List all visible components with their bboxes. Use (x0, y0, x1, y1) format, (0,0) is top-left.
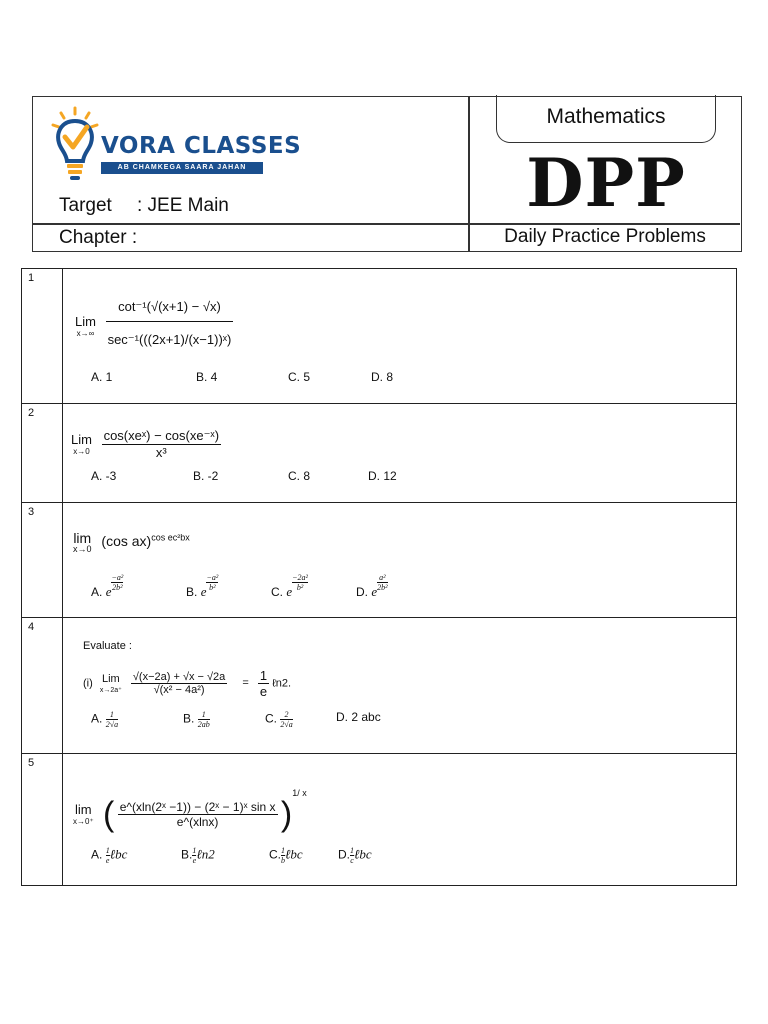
dpp-header (32, 96, 742, 252)
question-number: 3 (28, 506, 35, 518)
target-value: : JEE Main (137, 195, 229, 216)
denominator: x³ (155, 445, 167, 460)
limit-operator: Lim x→0 (71, 431, 92, 456)
limit-operator: lim x→0⁺ (73, 802, 94, 827)
answer-options (91, 469, 731, 485)
exponent: cos ec²bx (151, 532, 190, 543)
option-a[interactable]: A. e $\frac{\text{−a²}}{\text{2b²}}$ (91, 573, 124, 599)
subject-tab: Mathematics (496, 95, 716, 143)
limit-fraction (102, 428, 221, 460)
option-b[interactable]: B. e $\frac{\text{−a²}}{\text{b²}}$ (186, 573, 219, 599)
question-row-3 (22, 503, 736, 618)
limit-operator: lim x→0 (73, 530, 92, 554)
question-row-4 (22, 618, 736, 754)
outer-exponent: 1/ x (292, 788, 307, 798)
chapter-label: Chapter : (59, 227, 138, 248)
result-suffix: ℓn2. (272, 677, 292, 690)
brand-name: VORA CLASSES (101, 133, 302, 159)
denominator: e^(xlnx) (176, 815, 219, 830)
part-label: (i) (83, 677, 93, 690)
option-d[interactable]: D. $\frac{1}{c}$ ℓbc (338, 846, 372, 865)
question-row-1 (22, 269, 736, 404)
question-number: 5 (28, 757, 35, 769)
answer-options (91, 710, 731, 740)
option-a[interactable]: A. -3 (91, 469, 117, 483)
numerator: e^(xln(2ˣ −1)) − (2ˣ − 1)ˣ sin x (119, 800, 276, 815)
question-number: 4 (28, 621, 35, 633)
denominator: sec⁻¹(((2x+1)/(x−1))ˣ) (107, 332, 232, 347)
question-number: 1 (28, 272, 35, 284)
question-expression (71, 428, 221, 460)
option-c[interactable]: C. 5 (288, 370, 311, 384)
limit-operator: Lim x→2a⁺ (99, 673, 122, 694)
option-d[interactable]: D. e $\frac{\text{a²}}{\text{2b²}}$ (356, 573, 388, 599)
question-expression (75, 299, 233, 354)
option-b[interactable]: B. $\frac{1}{2ab}$ (183, 710, 210, 729)
option-b[interactable]: B. $\frac{1}{e}$ ℓn2 (181, 846, 215, 865)
checkmark-icon (65, 127, 87, 147)
questions-table (21, 268, 737, 886)
option-a[interactable]: A. $\frac{1}{e}$ ℓbc (91, 846, 128, 865)
limit-fraction (106, 299, 234, 354)
vora-classes-logo (51, 105, 302, 195)
target-label: Target (59, 195, 112, 216)
question-row-2 (22, 404, 736, 503)
numerator: cot⁻¹(√(x+1) − √x) (106, 299, 234, 322)
limit-fraction (131, 671, 227, 696)
question-expression: lim x→0⁺ ( $\frac{\text{e\textasciicircum{}(xln(2ˣ −1)) − (2ˣ − 1)ˣ sin x}}{e\^{}(xlnx)}$ )$^{1/ x}$ (73, 788, 307, 834)
option-b[interactable]: B. 4 (196, 370, 218, 384)
bulb-logo-icon (51, 105, 99, 195)
dpp-title: DPP (526, 144, 686, 222)
question-prompt: Evaluate : (83, 640, 132, 652)
brand-tagline: AB CHAMKEGA SAARA JAHAN (101, 162, 263, 174)
option-d[interactable]: D. 8 (371, 370, 394, 384)
question-row-5 (22, 754, 736, 885)
option-c[interactable]: C. $\frac{1}{b}$ ℓbc (269, 846, 303, 865)
target-line (59, 195, 229, 217)
numerator: cos(xeˣ) − cos(xe⁻ˣ) (103, 428, 220, 443)
option-b[interactable]: B. -2 (193, 469, 219, 483)
limit-fraction (118, 800, 278, 829)
option-d[interactable]: D. 12 (368, 469, 397, 483)
option-a[interactable]: A. $\frac{1}{2√a}$ (91, 710, 119, 729)
option-d[interactable]: D. 2 abc (336, 710, 381, 724)
dpp-subtitle: Daily Practice Problems (504, 226, 706, 247)
option-a[interactable]: A. 1 (91, 370, 113, 384)
question-expression (83, 668, 291, 699)
limit-operator: Lim x→∞ (75, 314, 96, 338)
result-fraction: $\frac{1}{e}$ (259, 668, 268, 699)
answer-options (91, 370, 731, 386)
question-expression (73, 531, 190, 554)
answer-options (91, 846, 731, 876)
question-number: 2 (28, 407, 35, 419)
numerator: √(x−2a) + √x − √2a (132, 671, 226, 683)
equals-sign: = (242, 677, 249, 690)
answer-options (91, 573, 731, 603)
option-c[interactable]: C. e $\frac{\text{−2a²}}{\text{b²}}$ (271, 573, 308, 599)
base-expression: (cos ax) (101, 533, 152, 550)
option-c[interactable]: C. $\frac{2}{2√a}$ (265, 710, 293, 729)
denominator: √(x² − 4a²) (153, 684, 205, 696)
option-c[interactable]: C. 8 (288, 469, 311, 483)
